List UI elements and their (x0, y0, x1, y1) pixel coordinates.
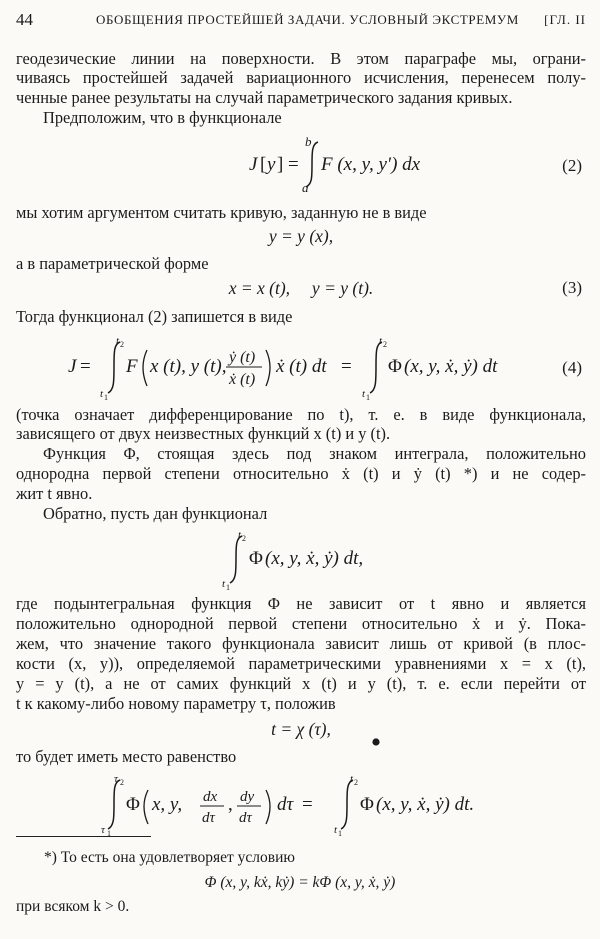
equation-invariance-formula (16, 770, 586, 836)
svg-text:F (x, y, y′) dx: F (x, y, y′) dx (321, 154, 421, 175)
svg-text:2: 2 (242, 534, 246, 543)
text-line: мы хотим аргументом считать кривую, заданную не в виде (16, 203, 427, 222)
svg-text:dτ: dτ (202, 810, 215, 826)
svg-text:t: t (100, 388, 104, 400)
text-line: кости (x, y)), определяемой параметрическими уравнениями x = x (t), (16, 654, 586, 673)
text-line: положительно однородной первой степени относительно ẋ и ẏ. Пока- (16, 614, 586, 633)
svg-text:ẏ (t): ẏ (t) (229, 349, 256, 366)
svg-text:τ: τ (114, 773, 118, 785)
svg-text:1: 1 (107, 829, 111, 836)
svg-text:1: 1 (338, 829, 342, 836)
text-line: y = y (t), а не от самих функций x (t) и y (t), т. е. если перейти от (16, 674, 586, 693)
svg-text:2: 2 (383, 340, 387, 349)
text-line: то будет иметь место равенство (16, 747, 237, 766)
equation-substitution (16, 719, 586, 741)
page-number: 44 (16, 10, 33, 29)
svg-text:Φ: Φ (126, 794, 140, 815)
text-line: жит t явно. (16, 484, 93, 503)
svg-text:,: , (228, 794, 233, 815)
text-line: Тогда функционал (2) запишется в виде (16, 307, 293, 326)
svg-text:(x, y, ẋ, ẏ) dt,: (x, y, ẋ, ẏ) dt, (265, 548, 364, 569)
text-line: t к какому-либо новому параметру τ, положив (16, 694, 336, 713)
svg-text:2: 2 (120, 340, 124, 349)
svg-text:Φ: Φ (360, 794, 374, 815)
svg-text:t: t (334, 824, 338, 836)
footnote-text: *) То есть она удовлетворяет условию (44, 849, 295, 866)
svg-text:ẋ (t) dt: ẋ (t) dt (276, 356, 327, 377)
equation-functional-formula (16, 526, 586, 590)
svg-text:1: 1 (104, 393, 108, 400)
text-line: Функция Φ, стоящая здесь под знаком интеграла, положительно (43, 444, 586, 463)
svg-text:Φ: Φ (249, 548, 263, 569)
svg-text:]: ] (277, 154, 284, 175)
svg-text:=: = (341, 356, 352, 377)
svg-text:(x, y, ẋ, ẏ) dt: (x, y, ẋ, ẏ) dt (404, 356, 498, 377)
equation-functional (16, 526, 586, 590)
equation-substitution-formula: t = χ (τ), (271, 719, 331, 739)
svg-text:1: 1 (366, 393, 370, 400)
svg-text:t: t (222, 578, 226, 590)
svg-text:=: = (302, 794, 313, 815)
svg-text:dx: dx (203, 789, 218, 805)
svg-text:J: J (68, 356, 77, 377)
svg-text:y: y (267, 154, 276, 175)
svg-text:[: [ (260, 154, 267, 175)
equation-2-formula (16, 134, 586, 196)
svg-text:τ: τ (101, 824, 105, 836)
text-line: где подынтегральная функция Φ не зависит от t явно и является (16, 594, 586, 613)
svg-text:t: t (238, 529, 242, 541)
text-line: Предположим, что в функционале (43, 108, 282, 127)
text-line: (точка означает дифференцирование по t), т. е. в виде функционала, (16, 405, 586, 424)
equation-number: (4) (562, 358, 582, 377)
svg-text:x (t), y (t),: x (t), y (t), (150, 356, 227, 377)
svg-text:=: = (288, 154, 299, 175)
text-line: жем, что значение такого функционала зависит лишь от кривой (в плос- (16, 634, 586, 653)
svg-text:b: b (305, 134, 312, 149)
equation-4-formula (16, 330, 586, 400)
equation-3 (16, 278, 586, 300)
chapter-marker: [ГЛ. II (544, 12, 586, 27)
svg-text:J: J (249, 154, 258, 175)
svg-text:t: t (350, 773, 354, 785)
svg-text:2: 2 (354, 778, 358, 787)
text-line: чиваясь простейшей задачей вариационного исчисления, перенесем полу- (16, 68, 586, 87)
footnote-formula: Φ (x, y, kẋ, kẏ) = kΦ (x, y, ẋ, ẏ) (204, 874, 396, 891)
svg-text:t: t (379, 335, 383, 347)
equation-4 (16, 330, 586, 400)
svg-text:t: t (116, 335, 120, 347)
svg-text:(x, y, ẋ, ẏ) dt.: (x, y, ẋ, ẏ) dt. (376, 794, 475, 815)
text-line: Обратно, пусть дан функционал (43, 504, 268, 523)
equation-curve (16, 226, 586, 248)
footnote-rule (16, 836, 151, 837)
page-header (16, 10, 586, 32)
equation-3-formula: x = x (t), y = y (t). (228, 278, 374, 298)
text-line: однородна первой степени относительно ẋ (t) и ẏ (t) *) и не содер- (16, 464, 586, 483)
svg-text:t: t (362, 388, 366, 400)
text-line: зависящего от двух неизвестных функций x (t) и y (t). (16, 424, 391, 443)
equation-number: (2) (562, 156, 582, 175)
svg-text:ẋ (t): ẋ (t) (229, 371, 256, 388)
svg-text:a: a (302, 180, 309, 195)
svg-text:=: = (80, 356, 91, 377)
svg-text:dy: dy (240, 789, 255, 805)
svg-text:F: F (126, 356, 138, 377)
svg-text:x, y,: x, y, (152, 794, 183, 815)
equation-number: (3) (562, 278, 582, 297)
svg-text:1: 1 (226, 583, 230, 590)
text-line: ченные ранее результаты на случай параметрического задания кривых. (16, 88, 513, 107)
svg-text:dτ: dτ (239, 810, 252, 826)
equation-2 (16, 134, 586, 196)
text-line: а в параметрической форме (16, 254, 209, 273)
svg-text:dτ: dτ (277, 794, 294, 815)
svg-text:2: 2 (120, 778, 124, 787)
equation-invariance (16, 770, 586, 836)
text-line: геодезические линии на поверхности. В этом параграфе мы, ограни- (16, 49, 586, 68)
footnote-text: при всяком k > 0. (16, 898, 130, 915)
svg-text:Φ: Φ (388, 356, 402, 377)
running-title: ОБОБЩЕНИЯ ПРОСТЕЙШЕЙ ЗАДАЧИ. УСЛОВНЫЙ ЭКСТРЕМУМ (96, 12, 519, 27)
equation-curve-formula: y = y (x), (268, 226, 334, 246)
